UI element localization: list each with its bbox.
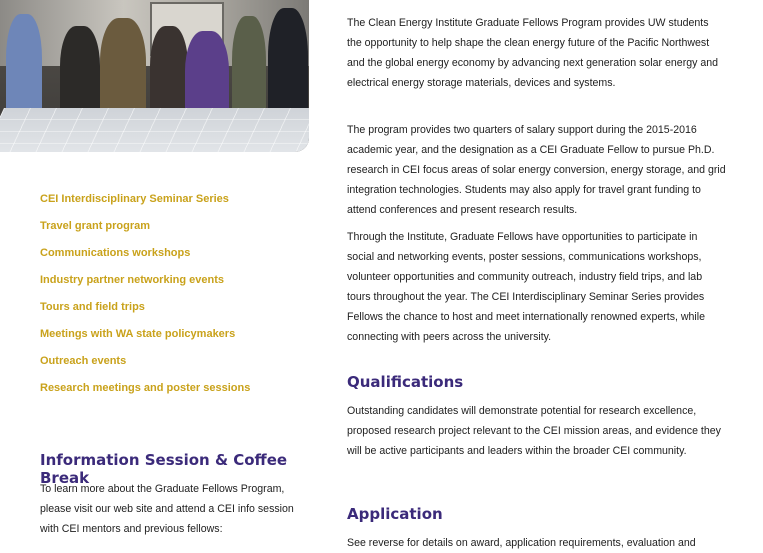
benefit-link[interactable]: Research meetings and poster sessions [40,382,251,394]
benefit-link[interactable]: Travel grant program [40,220,151,232]
info-session-heading: Information Session & Coffee Break [40,451,288,487]
benefit-link[interactable]: Tours and field trips [40,301,145,313]
intro-paragraph-3: Through the Institute, Graduate Fellows have opportunities to participate in social and networking events, poster sessions, communications workshops, volunteer opportunities and community outreach, industry field trips, and lab tours throughout the year. The CEI Interdisciplinary Seminar Series provides Fellows the chance to host and meet internationally renowned experts, while connecting with peers across the university. [347,231,706,343]
benefit-link[interactable]: Outreach events [40,355,127,367]
application-text: See reverse for details on award, application requirements, evaluation and [347,537,696,549]
students-solar-panel-photo [0,0,309,152]
application-heading: Application [347,505,443,523]
program-benefits-list [40,193,250,409]
benefit-link[interactable]: CEI Interdisciplinary Seminar Series [40,193,229,205]
info-session-text: To learn more about the Graduate Fellows Program, please visit our web site and attend a CEI info session with CEI mentors and previous fellows: [40,483,294,535]
qualifications-heading: Qualifications [347,373,464,391]
benefit-link[interactable]: Industry partner networking events [40,274,224,286]
benefit-link[interactable]: Communications workshops [40,247,191,259]
photo-solar-panel [0,108,309,152]
qualifications-text: Outstanding candidates will demonstrate potential for research excellence, proposed research project relevant to the CEI mission areas, and evidence they will be active participants and leaders within the broader CEI community. [347,405,721,457]
intro-paragraph-1: The Clean Energy Institute Graduate Fellows Program provides UW students the opportunity to help shape the clean energy future of the Pacific Northwest and the global energy economy by advancing next generation solar energy and electrical energy storage materials, devices and systems. [347,17,719,89]
intro-paragraph-2: The program provides two quarters of salary support during the 2015-2016 academic year, and the designation as a CEI Graduate Fellow to pursue Ph.D. research in CEI focus areas of solar energy conversion, energy storage, and grid integration technologies. Students may also apply for travel grant funding to attend conferences and present research results. [347,124,726,216]
benefit-link[interactable]: Meetings with WA state policymakers [40,328,236,340]
